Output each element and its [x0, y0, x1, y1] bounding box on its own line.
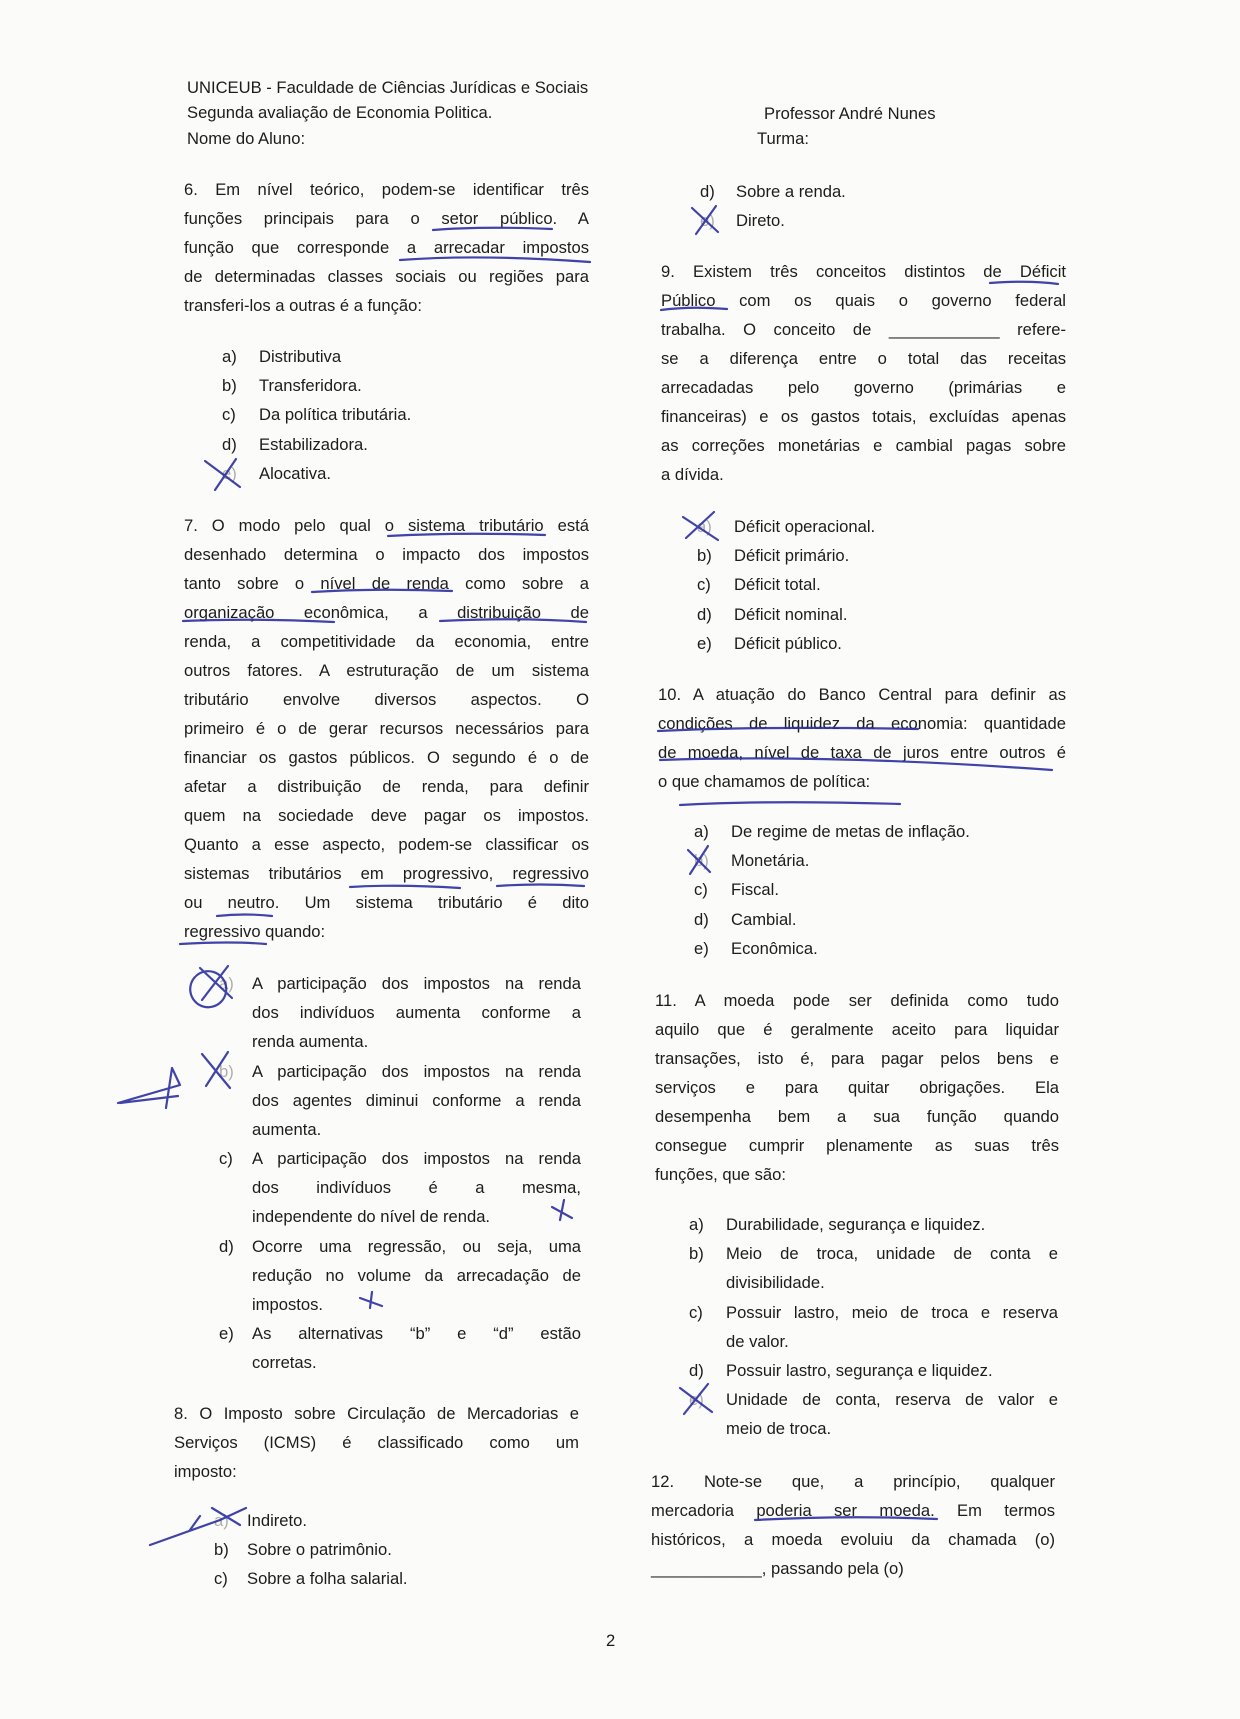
option-text: Déficit nominal.: [734, 604, 848, 624]
question-text-line: ou neutro. Um sistema tributário é dito: [184, 893, 589, 912]
option-label: c): [694, 880, 708, 900]
question-text-line: transações, isto é, para pagar pelos bens e: [655, 1049, 1059, 1068]
question-text-line: mercadoria poderia ser moeda. Em termos: [651, 1501, 1055, 1520]
option-label: e): [222, 463, 237, 483]
option-label: d): [694, 909, 709, 929]
option-text: Déficit total.: [734, 575, 821, 595]
question-text-line: desempenha bem a sua função quando: [655, 1107, 1059, 1126]
option-text: Durabilidade, segurança e liquidez.: [726, 1215, 986, 1234]
header-exam-title: Segunda avaliação de Economia Politica.: [187, 103, 493, 122]
option-label: b): [697, 546, 712, 566]
option-label: b): [222, 376, 237, 396]
question-10-text: [658, 680, 1066, 796]
option-label: e): [689, 1390, 704, 1410]
question-text-line: condições de liquidez da economia: quantidade: [658, 714, 1066, 733]
option-label: e): [700, 211, 715, 231]
option-label: c): [214, 1569, 228, 1589]
option-text: dos indivíduos é a mesma,: [252, 1178, 581, 1198]
option-label: e): [219, 1324, 234, 1344]
question-text-line: históricos, a moeda evoluiu da chamada (o): [651, 1530, 1055, 1549]
option-label: d): [222, 434, 237, 454]
arrow-mark: [118, 1068, 180, 1108]
page-number: 2: [606, 1631, 616, 1650]
option-label: a): [694, 822, 709, 841]
question-text-line: o que chamamos de política:: [658, 772, 871, 791]
option-text: As alternativas “b” e “d” estão: [252, 1324, 581, 1344]
question-text-line: 9. Existem três conceitos distintos de Déficit: [661, 262, 1066, 281]
question-text-line: 6. Em nível teórico, podem-se identificar três: [184, 180, 589, 199]
option-label: a): [214, 1511, 229, 1530]
question-text-line: serviços e para quitar obrigações. Ela: [655, 1078, 1059, 1097]
question-text-line: regressivo quando:: [184, 922, 326, 941]
option-text: Possuir lastro, meio de troca e reserva: [726, 1302, 1058, 1322]
option-text: Fiscal.: [731, 880, 779, 900]
option-text: Unidade de conta, reserva de valor e: [726, 1390, 1058, 1410]
question-text-line: funções principais para o setor público. A: [184, 209, 589, 228]
option-text: dos agentes diminui conforme a renda: [252, 1090, 581, 1110]
option-label: d): [689, 1361, 704, 1380]
option-text: Déficit primário.: [734, 546, 850, 566]
option-text: renda aumenta.: [252, 1032, 369, 1051]
header-institution: UNICEUB - Faculdade de Ciências Jurídicas e Sociais: [187, 78, 589, 97]
option-text: Ocorre uma regressão, ou seja, uma: [252, 1236, 581, 1256]
option-text: A participação dos impostos na renda: [252, 1061, 581, 1081]
question-text-line: quem na sociedade deve pagar os impostos.: [184, 806, 589, 825]
option-text: impostos.: [252, 1294, 324, 1314]
option-text: De regime de metas de inflação.: [731, 822, 970, 841]
option-label: c): [689, 1302, 703, 1322]
option-label: c): [219, 1149, 233, 1169]
option-text: redução no volume da arrecadação de: [252, 1265, 581, 1285]
question-text-line: 12. Note-se que, a princípio, qualquer: [651, 1472, 1055, 1491]
option-text: Monetária.: [731, 851, 810, 871]
option-label: a): [222, 347, 237, 366]
header-professor: Professor André Nunes: [764, 104, 936, 123]
question-text-line: financiar os gastos públicos. O segundo é o de: [184, 748, 589, 767]
question-text-line: primeiro é o de gerar recursos necessários para: [184, 719, 589, 738]
question-text-line: afetar a distribuição de renda, para definir: [184, 777, 589, 796]
question-9-text: [661, 257, 1066, 489]
option-label: d): [219, 1236, 234, 1256]
option-text: Indireto.: [247, 1511, 307, 1530]
option-label: a): [697, 517, 712, 536]
option-text: de valor.: [726, 1331, 789, 1351]
question-text-line: as correções monetárias e cambial pagas sobre: [661, 436, 1066, 455]
question-11-text: [655, 986, 1059, 1189]
question-text-line: aquilo que é geralmente aceito para liquidar: [655, 1020, 1059, 1039]
question-text-line: arrecadadas pelo governo (primárias e: [661, 378, 1066, 397]
question-text-line: desenhado determina o impacto dos impostos: [184, 545, 589, 564]
option-label: b): [689, 1244, 704, 1264]
option-label: b): [214, 1540, 229, 1560]
question-text-line: a dívida.: [661, 465, 724, 484]
question-text-line: ____________, passando pela (o): [651, 1559, 904, 1578]
answer-x-mark: [150, 1508, 246, 1545]
option-label: a): [219, 974, 234, 993]
option-label: c): [222, 405, 236, 425]
option-text: A participação dos impostos na renda: [252, 974, 581, 993]
underline-mark: [680, 802, 900, 805]
question-text-line: organização econômica, a distribuição de: [184, 603, 589, 622]
question-text-line: Quanto a esse aspecto, podem-se classificar os: [184, 835, 589, 854]
question-text-line: 11. A moeda pode ser definida como tudo: [655, 991, 1059, 1010]
question-text-line: transferi-los a outras é a função:: [184, 296, 422, 315]
question-text-line: trabalha. O conceito de ____________ refere-: [661, 320, 1066, 339]
option-text: Meio de troca, unidade de conta e: [726, 1244, 1058, 1264]
question-text-line: funções, que são:: [655, 1165, 786, 1184]
option-label: e): [697, 633, 712, 653]
option-text: A participação dos impostos na renda: [252, 1149, 581, 1169]
header-class-label: Turma:: [757, 129, 809, 148]
question-text-line: renda, a competitividade da economia, entre: [184, 632, 589, 651]
option-text: Da política tributária.: [259, 405, 412, 425]
option-text: Alocativa.: [259, 463, 331, 483]
option-text: dos indivíduos aumenta conforme a: [252, 1003, 581, 1022]
option-text: Estabilizadora.: [259, 434, 368, 454]
option-text: Sobre a folha salarial.: [247, 1569, 408, 1589]
option-text: Cambial.: [731, 909, 797, 929]
question-text-line: tanto sobre o nível de renda como sobre a: [184, 574, 589, 593]
option-text: aumenta.: [252, 1119, 322, 1139]
question-8-text: [174, 1399, 579, 1486]
option-label: e): [694, 938, 709, 958]
question-text-line: imposto:: [174, 1462, 237, 1481]
question-text-line: de determinadas classes sociais ou regiões para: [184, 267, 589, 286]
question-text-line: 10. A atuação do Banco Central para definir as: [658, 685, 1066, 704]
question-text-line: função que corresponde a arrecadar impostos: [184, 238, 589, 257]
question-text-line: Público com os quais o governo federal: [661, 291, 1066, 310]
question-text-line: se a diferença entre o total das receitas: [661, 349, 1066, 368]
question-text-line: de moeda, nível de taxa de juros entre outros é: [658, 743, 1066, 762]
question-6-text: [184, 175, 589, 320]
question-text-line: financeiras) e os gastos totais, excluídas apenas: [661, 407, 1066, 426]
option-label: b): [694, 851, 709, 871]
question-text-line: Serviços (ICMS) é classificado como um: [174, 1433, 579, 1452]
option-text: Sobre o patrimônio.: [247, 1540, 392, 1560]
option-text: Econômica.: [731, 938, 818, 958]
option-label: d): [697, 604, 712, 624]
option-text: corretas.: [252, 1353, 317, 1373]
option-text: independente do nível de renda.: [252, 1207, 491, 1227]
question-text-line: tributário envolve diversos aspectos. O: [184, 690, 589, 709]
option-label: d): [700, 182, 715, 201]
question-12-text: [651, 1467, 1055, 1583]
option-text: Distributiva: [259, 347, 342, 366]
question-text-line: 7. O modo pelo qual o sistema tributário está: [184, 516, 589, 535]
option-text: Direto.: [736, 211, 785, 231]
question-7-text: [184, 511, 589, 946]
option-text: Sobre a renda.: [736, 182, 846, 201]
option-text: divisibilidade.: [726, 1273, 825, 1293]
header-student-name-label: Nome do Aluno:: [187, 129, 306, 148]
question-text-line: outros fatores. A estruturação de um sistema: [184, 661, 589, 680]
option-text: Possuir lastro, segurança e liquidez.: [726, 1361, 993, 1380]
option-label: a): [689, 1215, 704, 1234]
question-text-line: 8. O Imposto sobre Circulação de Mercadorias e: [174, 1404, 579, 1423]
option-label: b): [219, 1061, 234, 1081]
question-text-line: consegue cumprir plenamente as suas três: [655, 1136, 1059, 1155]
option-text: Transferidora.: [259, 376, 362, 396]
option-text: meio de troca.: [726, 1419, 832, 1439]
option-text: Déficit operacional.: [734, 517, 876, 536]
question-text-line: sistemas tributários em progressivo, regressivo: [184, 864, 589, 883]
option-label: c): [697, 575, 711, 595]
option-text: Déficit público.: [734, 633, 842, 653]
